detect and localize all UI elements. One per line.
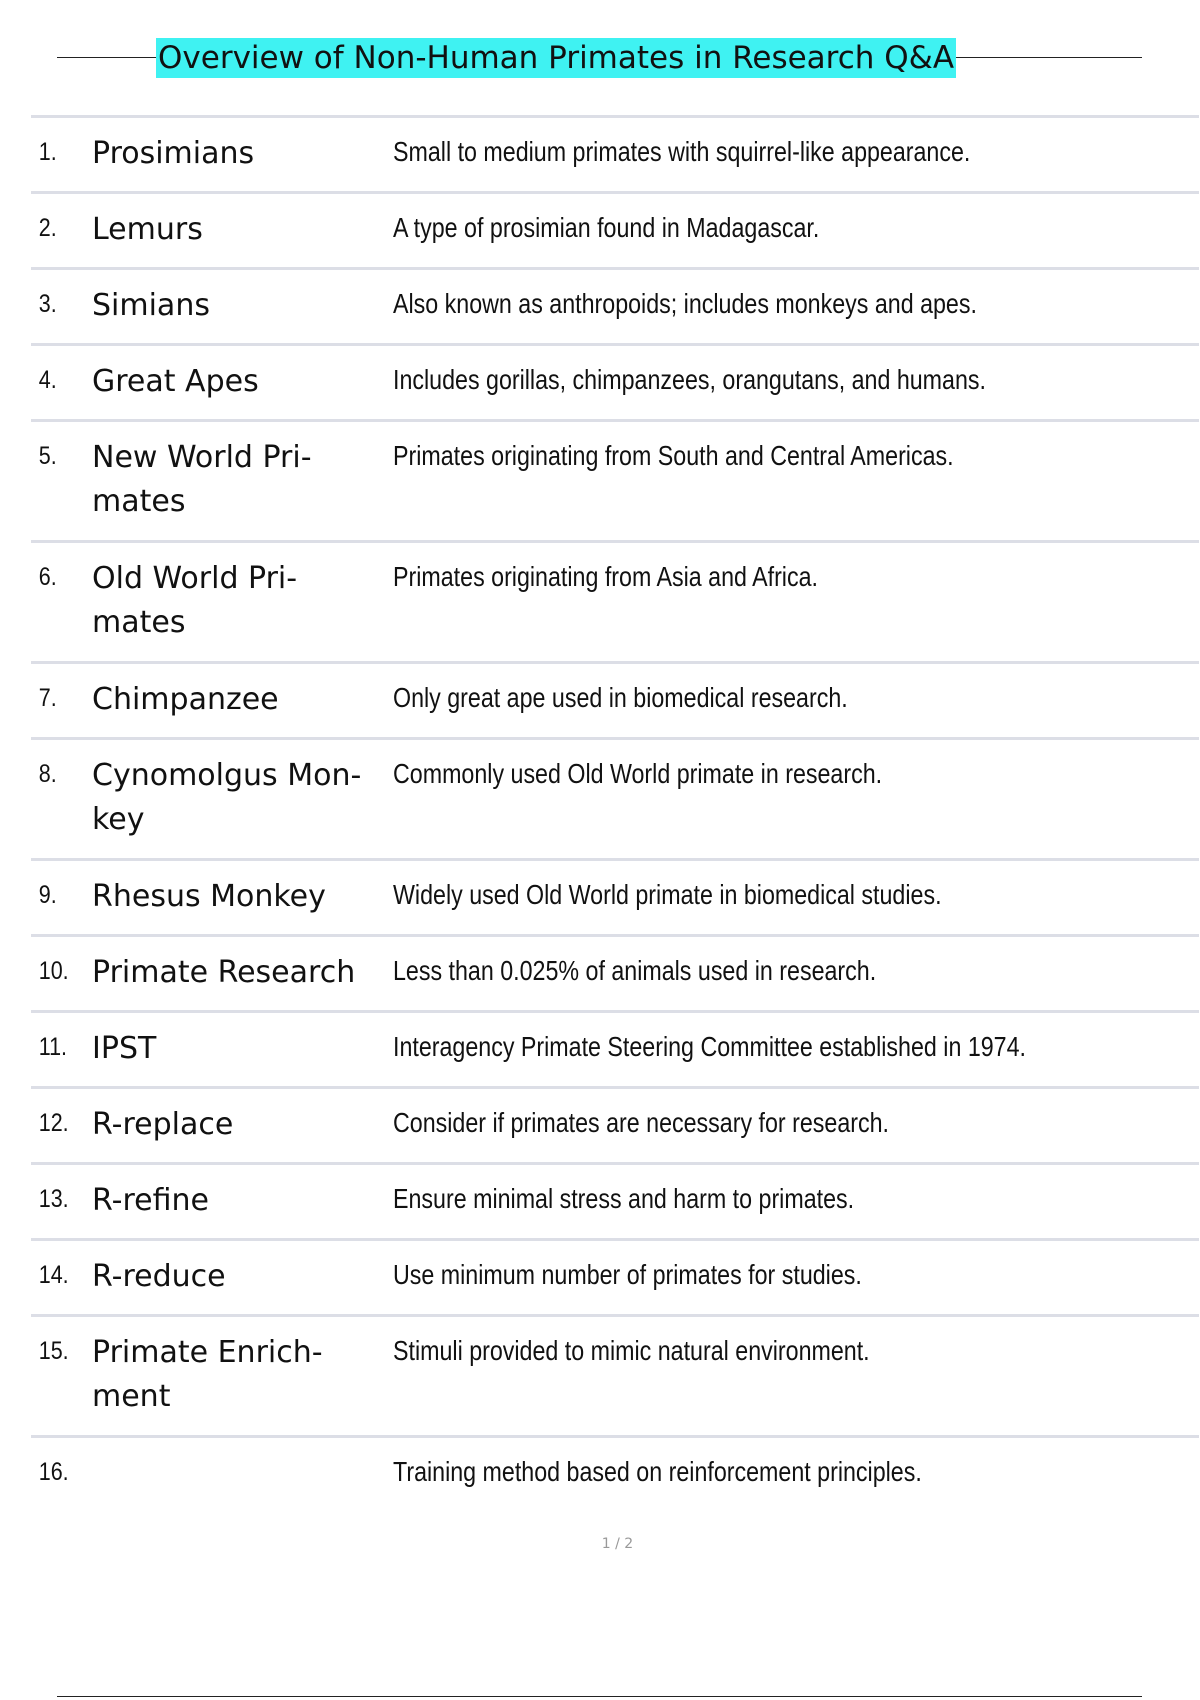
row-number: 12. <box>38 1109 69 1137</box>
row-term: Prosimians <box>92 136 255 171</box>
row-definition: Small to medium primates with squirrel-like appearance. <box>393 136 971 167</box>
table-row <box>31 1241 1199 1314</box>
row-term: New World Pri- mates <box>92 440 312 519</box>
row-number: 9. <box>38 881 57 909</box>
row-definition: Training method based on reinforcement principles. <box>393 1456 922 1487</box>
page-indicator: 1 / 2 <box>601 1536 634 1552</box>
row-definition: Interagency Primate Steering Committee established in 1974. <box>393 1031 1026 1062</box>
table-row <box>31 740 1199 858</box>
row-term: Simians <box>92 288 210 323</box>
row-term: Primate Enrich- ment <box>92 1335 323 1414</box>
row-term: Rhesus Monkey <box>92 879 326 914</box>
row-definition: A type of prosimian found in Madagascar. <box>393 212 820 243</box>
row-number: 10. <box>38 957 69 985</box>
table-row <box>31 1089 1199 1162</box>
table-row <box>31 194 1199 267</box>
row-definition: Widely used Old World primate in biomedical studies. <box>393 879 942 910</box>
row-term: R-replace <box>92 1107 234 1142</box>
table-row <box>31 118 1199 191</box>
row-definition: Includes gorillas, chimpanzees, orangutans, and humans. <box>393 364 986 395</box>
row-term: R-refine <box>92 1183 209 1218</box>
table-row <box>31 422 1199 540</box>
row-term: Chimpanzee <box>92 682 279 717</box>
row-definition: Stimuli provided to mimic natural environment. <box>393 1335 870 1366</box>
row-definition: Only great ape used in biomedical research. <box>393 682 848 713</box>
row-definition: Consider if primates are necessary for research. <box>393 1107 889 1138</box>
qa-table <box>31 115 1199 1511</box>
row-number: 14. <box>38 1261 69 1289</box>
table-row <box>31 346 1199 419</box>
row-definition: Ensure minimal stress and harm to primates. <box>393 1183 855 1214</box>
row-definition: Primates originating from South and Central Americas. <box>393 440 954 471</box>
row-definition: Also known as anthropoids; includes monkeys and apes. <box>393 288 977 319</box>
table-row <box>31 1165 1199 1238</box>
bottom-rule <box>57 1696 1142 1697</box>
document-title: Overview of Non-Human Primates in Research Q&A <box>158 40 955 76</box>
row-term: Lemurs <box>92 212 203 247</box>
row-number: 5. <box>38 442 57 470</box>
row-term: Old World Pri- mates <box>92 561 298 640</box>
row-term <box>92 1438 393 1452</box>
row-number: 2. <box>38 214 57 242</box>
row-definition: Use minimum number of primates for studies. <box>393 1259 862 1290</box>
row-term: Primate Research <box>92 955 356 990</box>
row-definition: Commonly used Old World primate in research. <box>393 758 883 789</box>
row-number: 13. <box>38 1185 69 1213</box>
row-definition: Less than 0.025% of animals used in research. <box>393 955 877 986</box>
table-row <box>31 543 1199 661</box>
row-term: Great Apes <box>92 364 259 399</box>
table-row <box>31 1438 1199 1511</box>
table-row <box>31 937 1199 1010</box>
row-number: 7. <box>38 684 57 712</box>
row-definition: Primates originating from Asia and Africa. <box>393 561 818 592</box>
row-number: 1. <box>38 138 57 166</box>
row-term: Cynomolgus Mon- key <box>92 758 362 837</box>
table-row <box>31 861 1199 934</box>
row-number: 16. <box>38 1458 69 1486</box>
table-row <box>31 664 1199 737</box>
table-row <box>31 1317 1199 1435</box>
row-number: 4. <box>38 366 57 394</box>
row-number: 6. <box>38 563 57 591</box>
row-term: IPST <box>92 1031 157 1066</box>
row-number: 15. <box>38 1337 69 1365</box>
row-term: R-reduce <box>92 1259 226 1294</box>
table-row <box>31 270 1199 343</box>
row-number: 8. <box>38 760 57 788</box>
row-number: 3. <box>38 290 57 318</box>
table-row <box>31 1013 1199 1086</box>
title-bar <box>57 30 1142 82</box>
row-number: 11. <box>38 1033 68 1061</box>
